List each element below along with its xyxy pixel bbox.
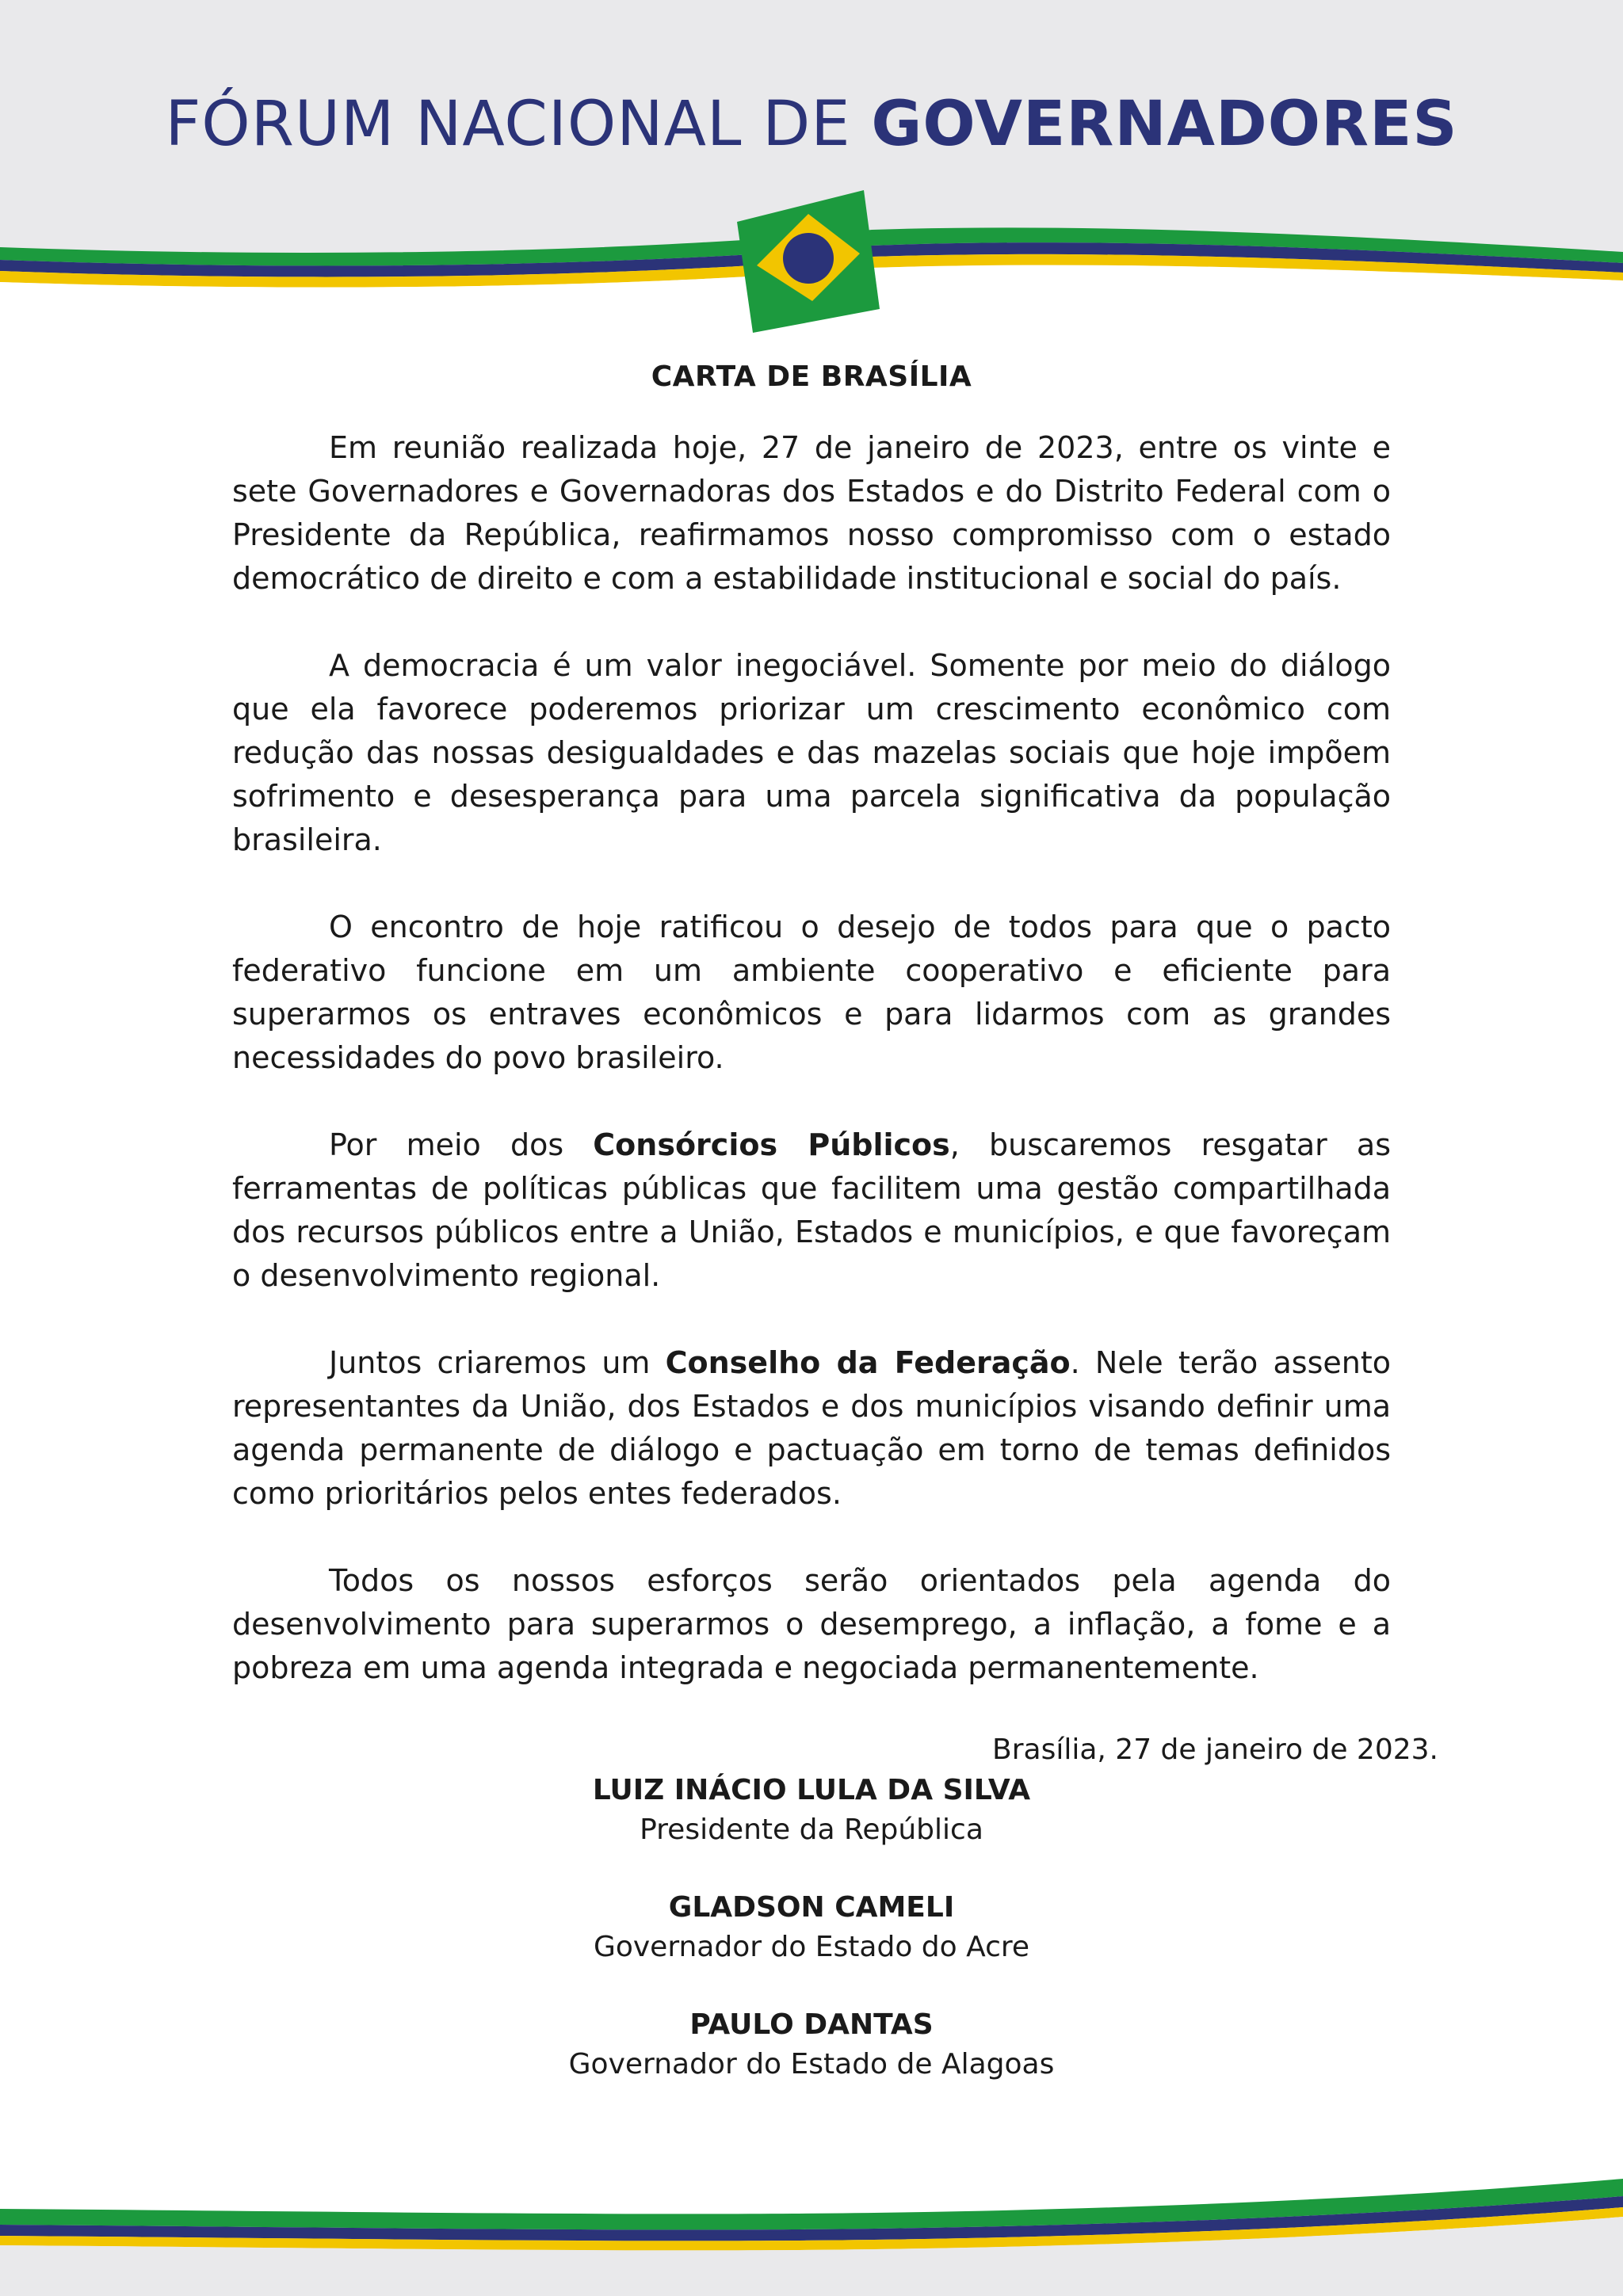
signatory-name: GLADSON CAMELI [668, 1891, 955, 1924]
paragraph-4-lead: Por meio dos [329, 1127, 594, 1162]
letter-body [232, 360, 1438, 1766]
signatory-name: LUIZ INÁCIO LULA DA SILVA [592, 1774, 1031, 1806]
paragraph-4-rest: , buscaremos resgatar as ferramentas de políticas públicas que facilitem uma gestão compartilhada dos recursos públicos entre a União, Estados e municípios, e que favoreçam o desenvolvimento regional. [232, 1127, 1392, 1293]
paragraph-6: Todos os nossos esforços serão orientados pela agenda do desenvolvimento para superarmos o desemprego, a inflação, a fome e a pobreza em uma agenda integrada e negociada permanentemente. [232, 1563, 1391, 1685]
signature-block [232, 2005, 1391, 2084]
forum-title-light: FÓRUM NACIONAL DE [165, 89, 872, 160]
date-line: Brasília, 27 de janeiro de 2023. [992, 1733, 1438, 1766]
paragraph-3: O encontro de hoje ratificou o desejo de todos para que o pacto federativo funcione em um ambiente cooperativo e eficiente para superarmos os entraves econômicos e para lidarmos com as grandes necessidades do povo brasileiro. [232, 910, 1391, 1075]
paragraph-5 [232, 1341, 1391, 1516]
signature-list [232, 1771, 1391, 2122]
paragraph-5-emphasis: Conselho da Federação [665, 1345, 1071, 1380]
document-heading: CARTA DE BRASÍLIA [651, 360, 972, 393]
signatory-title: Presidente da República [640, 1814, 983, 1846]
footer-swoosh-graphic [0, 2155, 1623, 2296]
paragraph-2: A democracia é um valor inegociável. Somente por meio do diálogo que ela favorece poderemos priorizar um crescimento econômico com redução das nossas desigualdades e das mazelas sociais que hoje impõem sofrimento e desesperança para uma parcela significativa da população brasileira. [232, 648, 1391, 857]
paragraph-5-rest: . Nele terão assento representantes da União, dos Estados e dos municípios visando definir uma agenda permanente de diálogo e pactuação em torno de temas definidos como prioritários pelos entes federados. [232, 1345, 1391, 1511]
signature-block [232, 1771, 1391, 1850]
paragraph-5-lead: Juntos criaremos um [329, 1345, 666, 1380]
paragraph-1: Em reunião realizada hoje, 27 de janeiro de 2023, entre os vinte e sete Governadores e Governadoras dos Estados e do Distrito Federal com o Presidente da República, reafirmamos nosso compromisso com o estado democrático de direito e com a estabilidade institucional e social do país. [232, 430, 1391, 596]
signature-block [232, 1888, 1391, 1967]
paragraph-4-emphasis: Consórcios Públicos [593, 1127, 950, 1162]
brazil-flag-icon [729, 190, 888, 333]
forum-title [0, 89, 1623, 160]
signatory-title: Governador do Estado do Acre [593, 1931, 1030, 1963]
forum-title-bold: GOVERNADORES [871, 89, 1458, 160]
signatory-title: Governador do Estado de Alagoas [568, 2048, 1055, 2081]
signatory-name: PAULO DANTAS [689, 2008, 934, 2041]
paragraph-4 [232, 1123, 1391, 1298]
